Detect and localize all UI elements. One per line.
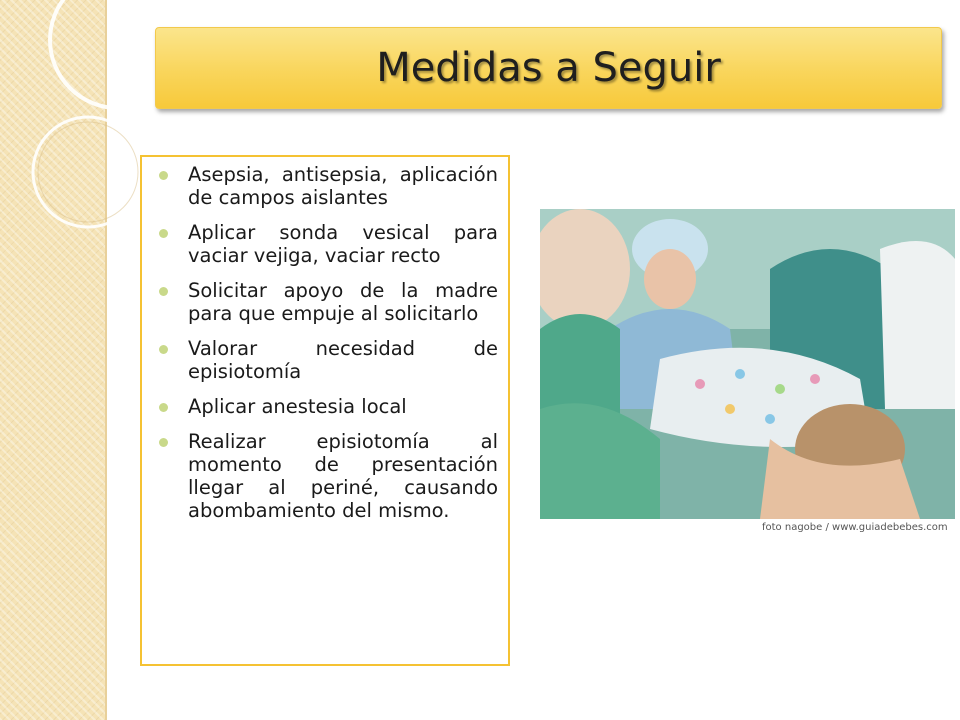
bullet-text: Solicitar apoyo de la madre para que empuje al solicitarlo [188,279,498,325]
content-box [140,155,510,666]
photo-caption: foto nagobe / www.guiadebebes.com [762,522,948,533]
bullet-icon [159,438,168,447]
bullet-item [188,395,498,418]
slide-title: Medidas a Seguir [376,45,721,91]
bullet-text: Aplicar anestesia local [188,395,407,418]
bullet-text: Asepsia, antisepsia, aplicación de campos aislantes [188,163,498,209]
title-banner [155,27,942,109]
bullet-item [188,279,498,325]
bullet-text: Realizar episiotomía al momento de presentación llegar al periné, causando abombamiento del mismo. [188,430,498,522]
bullet-icon [159,403,168,412]
bullet-item [188,337,498,383]
bullet-icon [159,229,168,238]
bullet-icon [159,345,168,354]
bullet-icon [159,171,168,180]
bullet-item [188,163,498,209]
left-decorative-band [0,0,107,720]
photo-illustration [540,209,955,519]
bullet-icon [159,287,168,296]
bullet-list [188,163,498,522]
bullet-item [188,221,498,267]
delivery-room-photo [540,209,955,519]
bullet-text: Valorar necesidad de episiotomía [188,337,498,383]
bullet-text: Aplicar sonda vesical para vaciar vejiga, vaciar recto [188,221,498,267]
bullet-item [188,430,498,522]
